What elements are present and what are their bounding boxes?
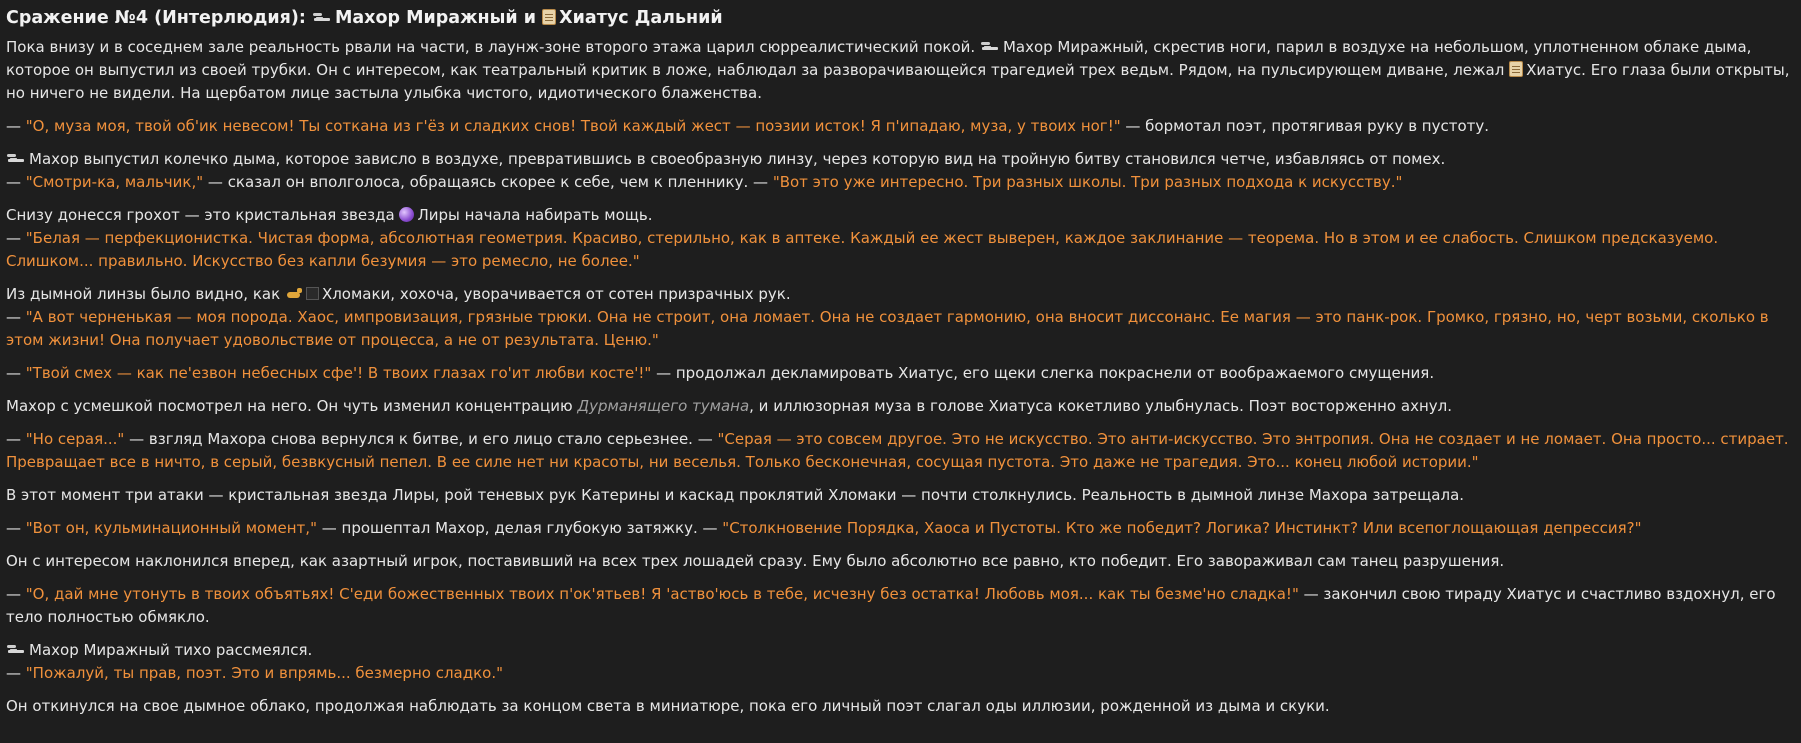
black-square-icon xyxy=(306,287,319,300)
text-span: — прошептал Махор, делая глубокую затяжку. — xyxy=(321,519,718,537)
dialogue-quote: "Твой смех — как пе'езвон небесных сфе'! В твоих глазах го'ит любви косте'!" xyxy=(25,364,652,382)
text-span: Махор с усмешкой посмотрел на него. Он чуть изменил концентрацию xyxy=(6,397,573,415)
text-span: Махор выпустил колечко дыма, которое зависло в воздухе, превратившись в своеобразную линзу, через которую вид на тройную битву становился четче, избавляясь от помех. xyxy=(29,150,1446,168)
text-span: — взгляд Махора снова вернулся к битве, и его лицо стало серьезнее. — xyxy=(129,430,713,448)
dash: — xyxy=(6,308,21,326)
paragraph-5 xyxy=(6,283,1795,352)
dialogue-quote: "Но серая..." xyxy=(25,430,125,448)
title-name-2: Хиатус Дальний xyxy=(559,8,723,28)
paragraph-9: В этот момент три атаки — кристальная звезда Лиры, рой теневых рук Катерины и каскад проклятий Хломаки — почти столкнулись. Реальность в дымной линзе Махора затрещала. xyxy=(6,486,1465,504)
paragraph-10 xyxy=(6,517,1795,540)
smoking-pipe-icon xyxy=(6,643,26,657)
dialogue-quote: "О, дай мне утонуть в твоих объятьях! С'еди божественных твоих п'ок'ятьев! Я 'аство'юсь в тебе, исчезну без остатка! Любовь моя... как ты безме'но сладка!" xyxy=(25,585,1299,603)
text-span: Махор Миражный, скрестив ноги, парил в воздухе на небольшом, уплотненном облаке дыма, которое он выпустил из своей трубки. Он с интересом, как театральный критик в ложе, наблюдал за разворачивающейся трагедией трех ведьм. Рядом, на пульсирующем диване, лежал xyxy=(6,38,1752,79)
dialogue-quote: "Пожалуй, ты прав, поэт. Это и впрямь... безмерно сладко." xyxy=(25,664,503,682)
dialogue-quote: "А вот черненькая — моя порода. Хаос, импровизация, грязные трюки. Она не строит, она ломает. Она не создает гармонию, она вносит диссонанс. Ее магия — это панк-рок. Громко, грязно, но, черт возьми, сколько в этом жизни! Она получает удовольствие от процесса, а не от результата. Ценю." xyxy=(6,308,1769,349)
dash: — xyxy=(6,173,21,191)
dash: — xyxy=(6,430,21,448)
title-conjunction: и xyxy=(523,8,537,28)
dialogue-quote: "Белая — перфекционистка. Чистая форма, абсолютная геометрия. Красиво, стерильно, как в аптеке. Каждый ее жест выверен, каждое заклинание — теорема. Но в этом и ее слабость. Слишком предсказуемо. Слишком... правильно. Искусство без капли безумия — это ремесло, не более." xyxy=(6,229,1719,270)
paragraph-11: Он с интересом наклонился вперед, как азартный игрок, поставивший на всех трех лошадей сразу. Ему было абсолютно все равно, кто победит. Его завораживал сам танец разрушения. xyxy=(6,552,1505,570)
text-span: Махор Миражный тихо рассмеялся. xyxy=(29,641,313,659)
paragraph-8 xyxy=(6,428,1795,474)
dash: — xyxy=(6,585,21,603)
paragraph-3 xyxy=(6,148,1795,194)
text-span: — продолжал декламировать Хиатус, его щеки слегка покраснели от воображаемого смущения. xyxy=(656,364,1435,382)
dash: — xyxy=(6,117,21,135)
paragraph-7 xyxy=(6,395,1795,418)
cat-icon xyxy=(285,287,303,301)
paragraph-2 xyxy=(6,115,1795,138)
title-prefix: Сражение №4 (Интерлюдия): xyxy=(6,8,306,28)
text-span: Пока внизу и в соседнем зале реальность рвали на части, в лаунж-зоне второго этажа царил сюрреалистический покой. xyxy=(6,38,976,56)
dialogue-quote: "Смотри-ка, мальчик," xyxy=(25,173,204,191)
dash: — xyxy=(6,664,21,682)
paragraph-13 xyxy=(6,639,1795,685)
dialogue-quote: "О, муза моя, твой об'ик невесом! Ты соткана из г'ёз и сладких снов! Твой каждый жест — поэзии исток! Я п'ипадаю, муза, у твоих ног!" xyxy=(25,117,1121,135)
text-span: , и иллюзорная муза в голове Хиатуса кокетливо улыбнулась. Поэт восторженно ахнул. xyxy=(749,397,1452,415)
dash: — xyxy=(6,519,21,537)
spell-name: Дурманящего тумана xyxy=(577,397,750,415)
text-span: — сказал он вполголоса, обращаясь скорее к себе, чем к пленнику. — xyxy=(207,173,769,191)
text-span: Лиры начала набирать мощь. xyxy=(417,206,653,224)
dash: — xyxy=(6,364,21,382)
smoking-pipe-icon xyxy=(980,40,1000,54)
paragraph-6 xyxy=(6,362,1795,385)
paragraph-14: Он откинулся на свое дымное облако, продолжая наблюдать за концом света в миниатюре, пока его личный поэт слагал оды иллюзии, рожденной из дыма и скуки. xyxy=(6,697,1330,715)
dash: — xyxy=(6,229,21,247)
text-span: Снизу донесся грохот — это кристальная звезда xyxy=(6,206,395,224)
chapter-title xyxy=(6,6,1795,30)
text-span: Из дымной линзы было видно, как xyxy=(6,285,281,303)
text-span: — закончил свою тираду Хиатус и счастливо вздохнул, его тело полностью обмякло. xyxy=(6,585,1776,626)
text-span: — бормотал поэт, протягивая руку в пустоту. xyxy=(1125,117,1490,135)
paragraph-4 xyxy=(6,204,1795,273)
dialogue-quote: "Серая — это совсем другое. Это не искусство. Это анти-искусство. Это энтропия. Она не создает и не ломает. Она просто... стирает. Превращает все в ничто, в серый, безвкусный пепел. В ее силе нет ни красоты, ни веселья. Только бесконечная, сосущая пустота. Это даже не трагедия. Это... конец любой истории." xyxy=(6,430,1789,471)
crystal-ball-icon xyxy=(399,207,414,222)
paragraph-1 xyxy=(6,36,1795,105)
dialogue-quote: "Столкновение Порядка, Хаоса и Пустоты. Кто же победит? Логика? Инстинкт? Или всепоглощающая депрессия?" xyxy=(722,519,1642,537)
smoking-pipe-icon xyxy=(312,11,332,25)
smoking-pipe-icon xyxy=(6,152,26,166)
dialogue-quote: "Вот он, кульминационный момент," xyxy=(25,519,317,537)
scroll-icon xyxy=(1509,61,1523,77)
dialogue-quote: "Вот это уже интересно. Три разных школы. Три разных подхода к искусству." xyxy=(772,173,1403,191)
text-span: Хломаки, хохоча, уворачивается от сотен призрачных рук. xyxy=(321,285,791,303)
paragraph-12 xyxy=(6,583,1795,629)
title-name-1: Махор Миражный xyxy=(334,8,518,28)
text-span: Хиатус. Его глаза были открыты, но ничего не видели. На щербатом лице застыла улыбка чистого, идиотического блаженства. xyxy=(6,61,1790,102)
scroll-icon xyxy=(542,9,556,25)
